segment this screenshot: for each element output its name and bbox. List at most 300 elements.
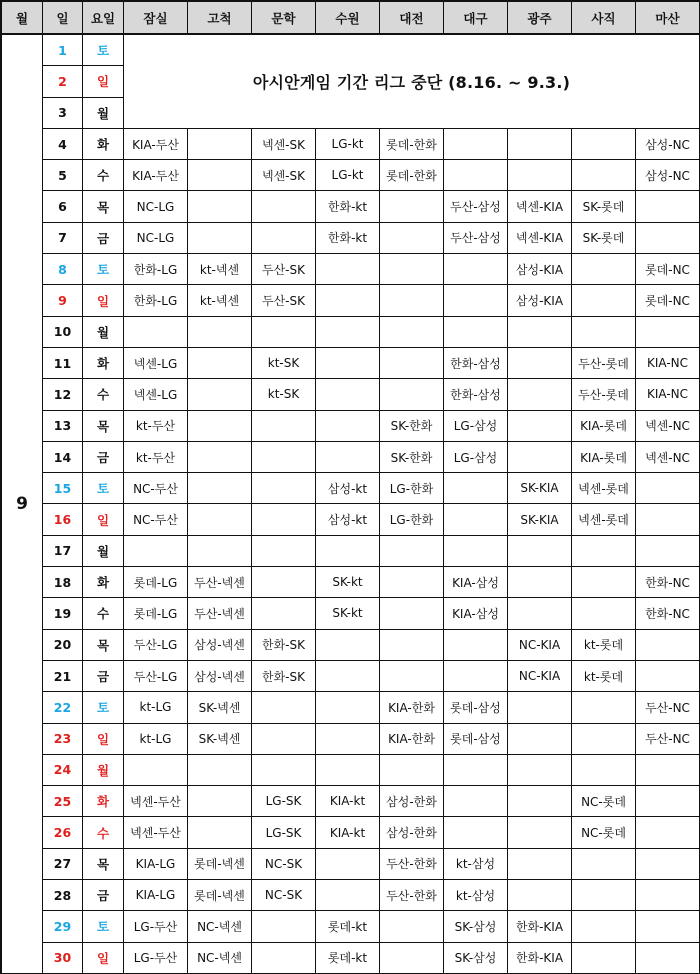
game-cell — [316, 629, 380, 660]
game-cell: KIA-kt — [316, 786, 380, 817]
game-cell — [444, 629, 508, 660]
game-cell — [572, 535, 636, 566]
game-cell: 두산-한화 — [380, 848, 444, 879]
game-cell: NC-두산 — [124, 504, 188, 535]
game-cell — [444, 535, 508, 566]
weekday-cell: 토 — [83, 911, 124, 942]
game-cell — [252, 692, 316, 723]
game-cell: NC-LG — [124, 191, 188, 222]
weekday-cell: 토 — [83, 473, 124, 504]
game-cell: KIA-LG — [124, 848, 188, 879]
game-cell — [636, 880, 700, 911]
game-cell — [380, 316, 444, 347]
table-row — [2, 254, 700, 285]
column-header: 사직 — [572, 2, 636, 35]
day-cell: 23 — [43, 723, 83, 754]
game-cell: 넥센-NC — [636, 410, 700, 441]
column-header: 요일 — [83, 2, 124, 35]
game-cell: 롯데-kt — [316, 942, 380, 973]
game-cell: 넥센-두산 — [124, 786, 188, 817]
weekday-cell: 금 — [83, 222, 124, 253]
game-cell: LG-두산 — [124, 911, 188, 942]
game-cell: SK-삼성 — [444, 942, 508, 973]
table-row — [2, 692, 700, 723]
game-cell: kt-SK — [252, 347, 316, 378]
game-cell — [444, 660, 508, 691]
game-cell: NC-KIA — [508, 660, 572, 691]
column-header: 마산 — [636, 2, 700, 35]
game-cell: KIA-두산 — [124, 128, 188, 159]
game-cell: 두산-삼성 — [444, 222, 508, 253]
game-cell: 두산-LG — [124, 629, 188, 660]
game-cell — [508, 692, 572, 723]
day-cell: 21 — [43, 660, 83, 691]
game-cell: 삼성-NC — [636, 160, 700, 191]
game-cell — [508, 160, 572, 191]
game-cell: 롯데-NC — [636, 254, 700, 285]
game-cell: 두산-롯데 — [572, 347, 636, 378]
game-cell: 두산-넥센 — [188, 567, 252, 598]
game-cell — [508, 535, 572, 566]
game-cell — [636, 786, 700, 817]
day-cell: 28 — [43, 880, 83, 911]
game-cell — [316, 379, 380, 410]
game-cell — [508, 316, 572, 347]
game-cell — [252, 222, 316, 253]
game-cell: LG-kt — [316, 160, 380, 191]
game-cell: SK-롯데 — [572, 191, 636, 222]
game-cell — [188, 535, 252, 566]
weekday-cell: 수 — [83, 598, 124, 629]
day-cell: 19 — [43, 598, 83, 629]
game-cell: 넥센-SK — [252, 128, 316, 159]
game-cell — [380, 660, 444, 691]
game-cell: kt-넥센 — [188, 285, 252, 316]
game-cell — [444, 817, 508, 848]
weekday-cell: 일 — [83, 285, 124, 316]
column-header: 수원 — [316, 2, 380, 35]
game-cell: 두산-NC — [636, 723, 700, 754]
day-cell: 14 — [43, 441, 83, 472]
game-cell — [636, 473, 700, 504]
game-cell: 삼성-kt — [316, 504, 380, 535]
game-cell — [380, 754, 444, 785]
game-cell — [380, 254, 444, 285]
game-cell — [252, 410, 316, 441]
game-cell: 삼성-넥센 — [188, 629, 252, 660]
game-cell — [572, 692, 636, 723]
game-cell: kt-넥센 — [188, 254, 252, 285]
table-row — [2, 754, 700, 785]
game-cell — [252, 504, 316, 535]
game-cell: SK-kt — [316, 598, 380, 629]
game-cell — [636, 754, 700, 785]
table-row — [2, 598, 700, 629]
weekday-cell: 월 — [83, 535, 124, 566]
column-header: 대구 — [444, 2, 508, 35]
game-cell: LG-SK — [252, 817, 316, 848]
game-cell: kt-삼성 — [444, 880, 508, 911]
game-cell — [508, 880, 572, 911]
game-cell — [252, 598, 316, 629]
game-cell — [380, 191, 444, 222]
game-cell: KIA-롯데 — [572, 410, 636, 441]
table-row — [2, 379, 700, 410]
game-cell: 넥센-SK — [252, 160, 316, 191]
game-cell: 넥센-KIA — [508, 191, 572, 222]
game-cell — [188, 379, 252, 410]
game-cell — [316, 692, 380, 723]
game-cell: NC-SK — [252, 848, 316, 879]
game-cell — [508, 441, 572, 472]
table-row — [2, 723, 700, 754]
column-header: 고척 — [188, 2, 252, 35]
game-cell: 넥센-KIA — [508, 222, 572, 253]
month-cell: 9 — [2, 34, 43, 973]
column-header: 잠실 — [124, 2, 188, 35]
game-cell: kt-LG — [124, 723, 188, 754]
game-cell: SK-롯데 — [572, 222, 636, 253]
day-cell: 2 — [43, 66, 83, 97]
game-cell: 넥센-롯데 — [572, 504, 636, 535]
table-row — [2, 942, 700, 973]
game-cell — [444, 754, 508, 785]
game-cell: LG-한화 — [380, 473, 444, 504]
game-cell: 두산-롯데 — [572, 379, 636, 410]
game-cell: kt-두산 — [124, 441, 188, 472]
day-cell: 18 — [43, 567, 83, 598]
game-cell — [572, 285, 636, 316]
schedule-table — [1, 1, 700, 974]
day-cell: 16 — [43, 504, 83, 535]
game-cell — [380, 347, 444, 378]
game-cell — [636, 504, 700, 535]
game-cell — [508, 817, 572, 848]
game-cell: 한화-SK — [252, 629, 316, 660]
game-cell: 한화-NC — [636, 598, 700, 629]
table-row — [2, 34, 700, 66]
game-cell: KIA-삼성 — [444, 567, 508, 598]
game-cell — [252, 441, 316, 472]
game-cell — [124, 754, 188, 785]
game-cell: 삼성-KIA — [508, 285, 572, 316]
game-cell — [636, 629, 700, 660]
game-cell — [508, 786, 572, 817]
game-cell: 넥센-두산 — [124, 817, 188, 848]
weekday-cell: 목 — [83, 629, 124, 660]
game-cell: 한화-LG — [124, 285, 188, 316]
game-cell — [188, 817, 252, 848]
game-cell — [508, 128, 572, 159]
game-cell — [188, 347, 252, 378]
table-row — [2, 128, 700, 159]
game-cell — [636, 942, 700, 973]
game-cell — [508, 754, 572, 785]
game-cell — [572, 942, 636, 973]
weekday-cell: 수 — [83, 160, 124, 191]
weekday-cell: 화 — [83, 786, 124, 817]
game-cell: NC-롯데 — [572, 786, 636, 817]
game-cell: 삼성-kt — [316, 473, 380, 504]
table-row — [2, 473, 700, 504]
game-cell: kt-삼성 — [444, 848, 508, 879]
day-cell: 30 — [43, 942, 83, 973]
game-cell: NC-SK — [252, 880, 316, 911]
game-cell: SK-한화 — [380, 441, 444, 472]
game-cell: LG-kt — [316, 128, 380, 159]
game-cell — [508, 379, 572, 410]
game-cell — [316, 880, 380, 911]
game-cell: SK-KIA — [508, 473, 572, 504]
weekday-cell: 토 — [83, 34, 124, 66]
game-cell: 한화-삼성 — [444, 379, 508, 410]
game-cell: KIA-kt — [316, 817, 380, 848]
game-cell: KIA-한화 — [380, 692, 444, 723]
game-cell — [188, 441, 252, 472]
day-cell: 22 — [43, 692, 83, 723]
game-cell — [252, 942, 316, 973]
day-cell: 6 — [43, 191, 83, 222]
game-cell — [188, 316, 252, 347]
weekday-cell: 월 — [83, 316, 124, 347]
game-cell — [252, 754, 316, 785]
game-cell: NC-두산 — [124, 473, 188, 504]
game-cell: 한화-kt — [316, 222, 380, 253]
game-cell — [316, 347, 380, 378]
day-cell: 15 — [43, 473, 83, 504]
table-row — [2, 535, 700, 566]
game-cell: SK-kt — [316, 567, 380, 598]
game-cell — [636, 535, 700, 566]
table-row — [2, 817, 700, 848]
weekday-cell: 일 — [83, 66, 124, 97]
table-row — [2, 191, 700, 222]
table-row — [2, 160, 700, 191]
game-cell — [188, 160, 252, 191]
game-cell: 넥센-LG — [124, 379, 188, 410]
game-cell — [252, 535, 316, 566]
game-cell: 삼성-넥센 — [188, 660, 252, 691]
game-cell: kt-두산 — [124, 410, 188, 441]
game-cell: 두산-SK — [252, 285, 316, 316]
game-cell: NC-LG — [124, 222, 188, 253]
table-row — [2, 347, 700, 378]
game-cell: KIA-한화 — [380, 723, 444, 754]
weekday-cell: 수 — [83, 817, 124, 848]
game-cell — [508, 723, 572, 754]
game-cell: NC-넥센 — [188, 942, 252, 973]
game-cell: 삼성-한화 — [380, 786, 444, 817]
game-cell: 한화-KIA — [508, 942, 572, 973]
game-cell — [316, 723, 380, 754]
day-cell: 4 — [43, 128, 83, 159]
game-cell — [316, 535, 380, 566]
table-row — [2, 285, 700, 316]
game-cell: kt-SK — [252, 379, 316, 410]
game-cell — [188, 786, 252, 817]
day-cell: 10 — [43, 316, 83, 347]
day-cell: 27 — [43, 848, 83, 879]
game-cell — [636, 660, 700, 691]
game-cell — [252, 316, 316, 347]
game-cell — [380, 629, 444, 660]
game-cell — [572, 723, 636, 754]
game-cell: kt-롯데 — [572, 629, 636, 660]
game-cell: LG-삼성 — [444, 441, 508, 472]
day-cell: 13 — [43, 410, 83, 441]
game-cell: NC-넥센 — [188, 911, 252, 942]
game-cell — [252, 723, 316, 754]
day-cell: 17 — [43, 535, 83, 566]
game-cell: 한화-SK — [252, 660, 316, 691]
weekday-cell: 목 — [83, 410, 124, 441]
game-cell: SK-한화 — [380, 410, 444, 441]
game-cell — [316, 254, 380, 285]
day-cell: 7 — [43, 222, 83, 253]
weekday-cell: 목 — [83, 848, 124, 879]
game-cell: 롯데-kt — [316, 911, 380, 942]
game-cell: 삼성-한화 — [380, 817, 444, 848]
game-cell — [636, 191, 700, 222]
game-cell — [444, 254, 508, 285]
game-cell — [188, 191, 252, 222]
day-cell: 11 — [43, 347, 83, 378]
game-cell: SK-넥센 — [188, 692, 252, 723]
game-cell: SK-삼성 — [444, 911, 508, 942]
game-cell — [508, 567, 572, 598]
game-cell — [444, 160, 508, 191]
game-cell — [508, 347, 572, 378]
game-cell: KIA-롯데 — [572, 441, 636, 472]
game-cell — [636, 848, 700, 879]
game-cell: 두산-삼성 — [444, 191, 508, 222]
game-cell — [316, 848, 380, 879]
game-cell: 한화-NC — [636, 567, 700, 598]
game-cell: 롯데-넥센 — [188, 880, 252, 911]
day-cell: 24 — [43, 754, 83, 785]
game-cell: 두산-넥센 — [188, 598, 252, 629]
table-header — [2, 2, 700, 35]
game-cell — [572, 848, 636, 879]
game-cell — [508, 410, 572, 441]
column-header: 광주 — [508, 2, 572, 35]
weekday-cell: 토 — [83, 692, 124, 723]
game-cell: kt-롯데 — [572, 660, 636, 691]
game-cell: KIA-LG — [124, 880, 188, 911]
weekday-cell: 월 — [83, 97, 124, 128]
game-cell — [316, 285, 380, 316]
table-row — [2, 567, 700, 598]
game-cell: LG-삼성 — [444, 410, 508, 441]
game-cell: 한화-삼성 — [444, 347, 508, 378]
table-row — [2, 786, 700, 817]
game-cell: KIA-NC — [636, 379, 700, 410]
game-cell — [380, 535, 444, 566]
weekday-cell: 화 — [83, 567, 124, 598]
game-cell — [124, 535, 188, 566]
game-cell: 두산-한화 — [380, 880, 444, 911]
game-cell — [444, 786, 508, 817]
game-cell: 롯데-LG — [124, 598, 188, 629]
weekday-cell: 금 — [83, 660, 124, 691]
weekday-cell: 토 — [83, 254, 124, 285]
game-cell: KIA-삼성 — [444, 598, 508, 629]
game-cell: 롯데-삼성 — [444, 723, 508, 754]
game-cell — [636, 911, 700, 942]
game-cell — [124, 316, 188, 347]
game-cell — [572, 128, 636, 159]
column-header: 월 — [2, 2, 43, 35]
game-cell — [572, 254, 636, 285]
game-cell — [572, 880, 636, 911]
game-cell: NC-KIA — [508, 629, 572, 660]
game-cell — [380, 598, 444, 629]
game-cell: 롯데-삼성 — [444, 692, 508, 723]
table-row — [2, 629, 700, 660]
game-cell — [380, 942, 444, 973]
weekday-cell: 목 — [83, 191, 124, 222]
table-row — [2, 222, 700, 253]
game-cell — [252, 911, 316, 942]
game-cell — [188, 473, 252, 504]
game-cell — [572, 754, 636, 785]
game-cell — [444, 504, 508, 535]
game-cell — [316, 441, 380, 472]
game-cell — [188, 410, 252, 441]
game-cell — [508, 598, 572, 629]
column-header: 일 — [43, 2, 83, 35]
weekday-cell: 금 — [83, 880, 124, 911]
game-cell — [252, 191, 316, 222]
game-cell: 두산-LG — [124, 660, 188, 691]
day-cell: 25 — [43, 786, 83, 817]
weekday-cell: 수 — [83, 379, 124, 410]
game-cell — [572, 598, 636, 629]
column-header: 문학 — [252, 2, 316, 35]
game-cell — [572, 160, 636, 191]
game-cell: 삼성-NC — [636, 128, 700, 159]
weekday-cell: 일 — [83, 723, 124, 754]
table-row — [2, 316, 700, 347]
game-cell: NC-롯데 — [572, 817, 636, 848]
game-cell: LG-SK — [252, 786, 316, 817]
game-cell: SK-KIA — [508, 504, 572, 535]
game-cell — [444, 316, 508, 347]
weekday-cell: 월 — [83, 754, 124, 785]
game-cell: 롯데-LG — [124, 567, 188, 598]
game-cell: 넥센-LG — [124, 347, 188, 378]
game-cell — [188, 754, 252, 785]
game-cell — [380, 379, 444, 410]
game-cell: 롯데-NC — [636, 285, 700, 316]
game-cell — [508, 848, 572, 879]
game-cell — [572, 911, 636, 942]
game-cell — [636, 817, 700, 848]
league-break-notice: 아시안게임 기간 리그 중단 (8.16. ~ 9.3.) — [124, 34, 700, 128]
game-cell — [316, 410, 380, 441]
schedule-table-container — [1, 1, 699, 973]
day-cell: 5 — [43, 160, 83, 191]
header-row — [2, 2, 700, 35]
game-cell: KIA-NC — [636, 347, 700, 378]
game-cell: 한화-LG — [124, 254, 188, 285]
table-row — [2, 410, 700, 441]
game-cell — [316, 316, 380, 347]
game-cell — [572, 316, 636, 347]
game-cell — [188, 222, 252, 253]
weekday-cell: 금 — [83, 441, 124, 472]
table-row — [2, 911, 700, 942]
